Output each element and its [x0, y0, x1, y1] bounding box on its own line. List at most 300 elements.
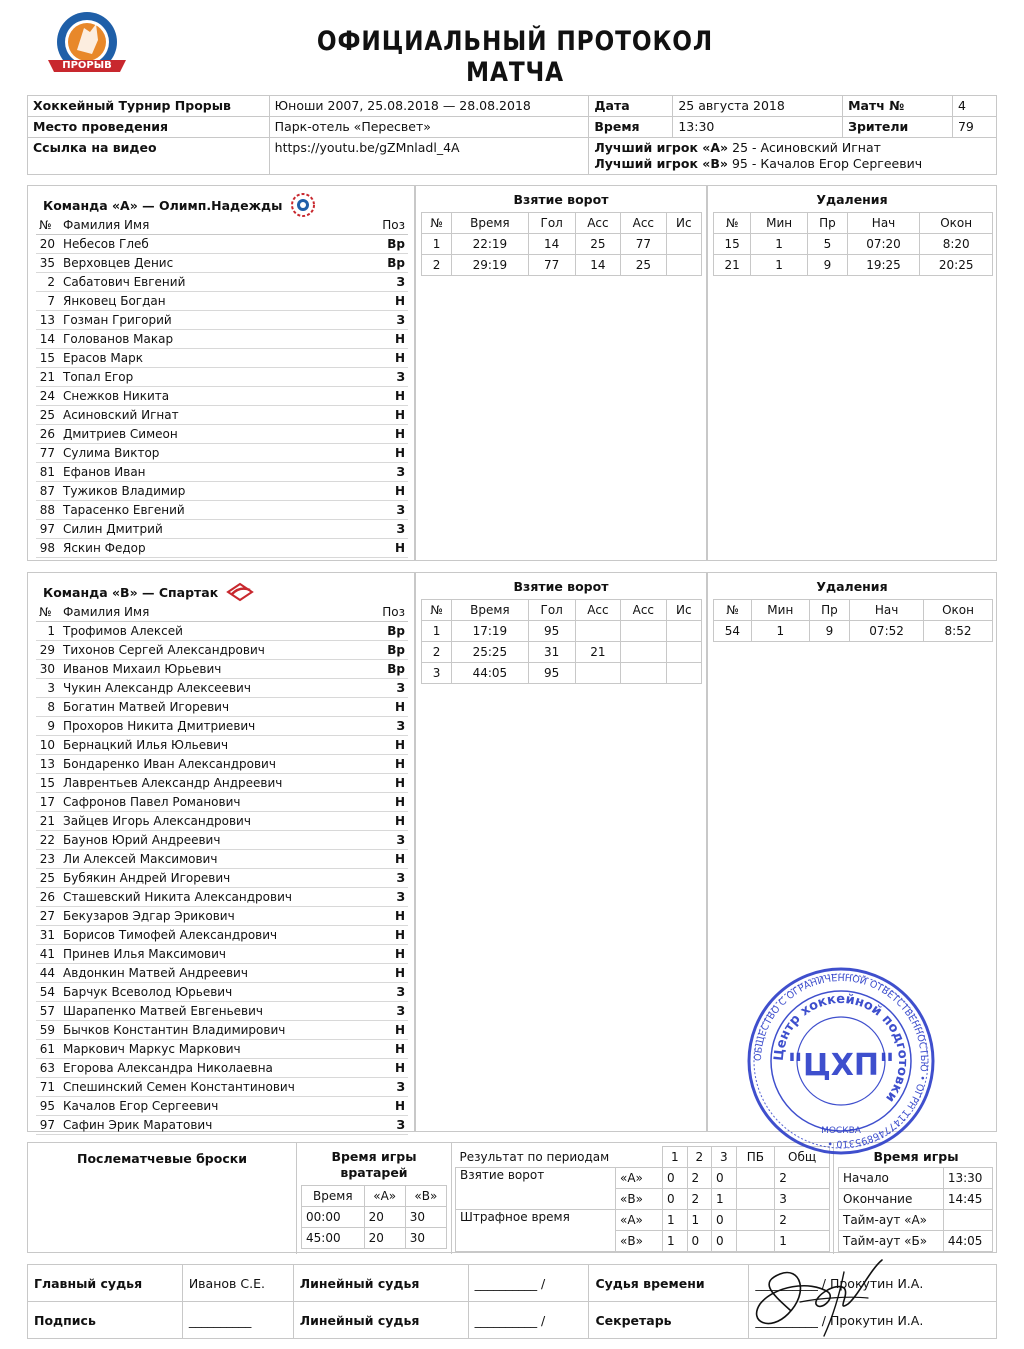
- line-ref2-label: Линейный судья: [293, 1302, 468, 1339]
- player-position: Н: [378, 792, 408, 811]
- goals-a-p2: 2: [687, 1168, 712, 1189]
- player-name: Богатин Матвей Игоревич: [60, 697, 378, 716]
- col-name: Фамилия Имя: [60, 216, 378, 234]
- team-a-name: Команда «А» — Олимп.Надежды: [43, 197, 283, 213]
- player-row: [36, 367, 408, 386]
- player-row: [36, 424, 408, 443]
- team-b-roster: [27, 572, 415, 1132]
- player-position: Н: [378, 906, 408, 925]
- player-position: Н: [378, 963, 408, 982]
- shootout-title: Послематчевые броски: [76, 1151, 247, 1166]
- player-name: Авдонкин Матвей Андреевич: [60, 963, 378, 982]
- player-number: 44: [36, 963, 60, 982]
- team-a-player-table: [36, 216, 408, 558]
- time-row: [839, 1210, 993, 1231]
- team-a-pens-title: Удаления: [816, 192, 888, 207]
- player-name: Чукин Александр Алексеевич: [60, 678, 378, 697]
- player-number: 59: [36, 1020, 60, 1039]
- player-position: Н: [378, 329, 408, 348]
- handwritten-signature: [740, 1252, 890, 1344]
- player-name: Качалов Егор Сергеевич: [60, 1096, 378, 1115]
- grid-header: Гол: [528, 600, 575, 621]
- grid-header: Нач: [847, 213, 920, 234]
- pim-a-p3: 0: [712, 1210, 737, 1231]
- grid-header: Нач: [850, 600, 924, 621]
- sign-value: __________: [182, 1302, 293, 1339]
- player-row: [36, 678, 408, 697]
- player-name: Прохоров Никита Дмитриевич: [60, 716, 378, 735]
- player-row: [36, 906, 408, 925]
- player-name: Сабатович Евгений: [60, 272, 378, 291]
- player-name: Верховцев Денис: [60, 253, 378, 272]
- player-number: 1: [36, 621, 60, 640]
- player-number: 24: [36, 386, 60, 405]
- player-position: Н: [378, 925, 408, 944]
- grid-cell: 8:52: [924, 621, 993, 642]
- pim-label: Штрафное время: [456, 1210, 616, 1252]
- time-judge-value: __________ / Прокутин И.А.: [749, 1265, 997, 1302]
- team-a-short: «А»: [616, 1210, 663, 1231]
- grid-cell: 31: [528, 642, 575, 663]
- player-name: Сафин Эрик Маратович: [60, 1115, 378, 1134]
- player-position: Н: [378, 405, 408, 424]
- player-row: [36, 849, 408, 868]
- gk-cell: 30: [405, 1207, 446, 1228]
- penalty-row: [714, 234, 993, 255]
- player-row: [36, 792, 408, 811]
- grid-header: Мин: [751, 213, 808, 234]
- player-row: [36, 982, 408, 1001]
- player-number: 54: [36, 982, 60, 1001]
- goalie-time-table: [301, 1185, 447, 1249]
- player-row: [36, 697, 408, 716]
- player-row: [36, 716, 408, 735]
- gk-cell: 30: [405, 1228, 446, 1249]
- date-value: 25 августа 2018: [673, 96, 843, 117]
- time-cell: [943, 1210, 992, 1231]
- time-cell: 14:45: [943, 1189, 992, 1210]
- grid-cell: 25: [575, 234, 620, 255]
- grid-cell: 25:25: [452, 642, 529, 663]
- player-position: З: [378, 887, 408, 906]
- grid-cell: 77: [528, 255, 575, 276]
- venue-value: Парк-отель «Пересвет»: [269, 117, 589, 138]
- grid-cell: 2: [422, 642, 452, 663]
- spectators-value: 79: [952, 117, 996, 138]
- player-name: Борисов Тимофей Александрович: [60, 925, 378, 944]
- goals-b-p3: 1: [712, 1189, 737, 1210]
- grid-header: Асс: [621, 600, 666, 621]
- official-stamp: [745, 965, 937, 1157]
- grid-cell: [621, 663, 666, 684]
- main-ref-label: Главный судья: [28, 1265, 183, 1302]
- player-row: [36, 310, 408, 329]
- tournament-label: Хоккейный Турнир Прорыв: [28, 96, 270, 117]
- player-row: [36, 868, 408, 887]
- time-value: 13:30: [673, 117, 843, 138]
- player-row: [36, 291, 408, 310]
- player-position: З: [378, 519, 408, 538]
- grid-cell: 44:05: [452, 663, 529, 684]
- player-name: Ли Алексей Максимович: [60, 849, 378, 868]
- team-b-name: Команда «В» — Спартак: [43, 584, 219, 600]
- player-row: [36, 443, 408, 462]
- time-cell: Тайм-аут «Б»: [839, 1231, 944, 1252]
- team-b-title: [28, 573, 414, 603]
- player-number: 21: [36, 811, 60, 830]
- grid-cell: 3: [422, 663, 452, 684]
- player-number: 7: [36, 291, 60, 310]
- player-number: 15: [36, 773, 60, 792]
- player-position: Вр: [378, 659, 408, 678]
- best-b-label: Лучший игрок «В»: [594, 156, 728, 171]
- player-row: [36, 1096, 408, 1115]
- goals-b-p2: 2: [687, 1189, 712, 1210]
- player-position: Н: [378, 1020, 408, 1039]
- player-number: 30: [36, 659, 60, 678]
- grid-cell: 19:25: [847, 255, 920, 276]
- player-name: Бубякин Андрей Игоревич: [60, 868, 378, 887]
- player-position: Н: [378, 348, 408, 367]
- player-row: [36, 754, 408, 773]
- goalie-time-section: [296, 1143, 451, 1254]
- main-ref-value: Иванов С.Е.: [182, 1265, 293, 1302]
- team-a-goals-table: [421, 212, 702, 276]
- logo-text: ПРОРЫВ: [62, 60, 112, 71]
- goals-b-total: 3: [775, 1189, 830, 1210]
- player-number: 81: [36, 462, 60, 481]
- player-number: 15: [36, 348, 60, 367]
- grid-cell: [666, 255, 701, 276]
- stamp-center: "ЦХП": [787, 1048, 895, 1083]
- player-name: Тихонов Сергей Александрович: [60, 640, 378, 659]
- player-number: 87: [36, 481, 60, 500]
- team-a-emblem-icon: [290, 192, 316, 218]
- gk-header: Время: [302, 1186, 365, 1207]
- player-name: Топал Егор: [60, 367, 378, 386]
- pim-b-p1: 1: [663, 1231, 688, 1252]
- player-name: Тужиков Владимир: [60, 481, 378, 500]
- team-b-emblem-icon: [226, 582, 254, 602]
- grid-cell: 20:25: [920, 255, 993, 276]
- grid-header: Пр: [809, 600, 849, 621]
- pim-b-p2: 0: [687, 1231, 712, 1252]
- player-position: З: [378, 1077, 408, 1096]
- grid-cell: 95: [528, 621, 575, 642]
- player-position: З: [378, 1001, 408, 1020]
- pim-b-so: [736, 1231, 775, 1252]
- player-position: З: [378, 500, 408, 519]
- grid-cell: 1: [422, 234, 452, 255]
- player-number: 20: [36, 234, 60, 253]
- team-a-short: «А»: [616, 1168, 663, 1189]
- stamp-ring-outer: ОБЩЕСТВО С ОГРАНИЧЕННОЙ ОТВЕТСТВЕННОСТЬЮ • ОГРН 1147746895310 •: [752, 972, 930, 1150]
- player-row: [36, 1058, 408, 1077]
- team-a-goals-title: Взятие ворот: [513, 192, 609, 207]
- pim-a-p2: 1: [687, 1210, 712, 1231]
- line-ref2-value: __________ /: [468, 1302, 589, 1339]
- player-name: Маркович Маркус Маркович: [60, 1039, 378, 1058]
- player-row: [36, 621, 408, 640]
- team-b-short: «В»: [616, 1231, 663, 1252]
- player-name: Снежков Никита: [60, 386, 378, 405]
- time-row: [839, 1231, 993, 1252]
- game-time-section: [833, 1143, 998, 1254]
- player-position: З: [378, 982, 408, 1001]
- player-name: Бычков Константин Владимирович: [60, 1020, 378, 1039]
- player-position: Н: [378, 1096, 408, 1115]
- best-a-value: 25 - Асиновский Игнат: [732, 140, 881, 155]
- goals-a-total: 2: [775, 1168, 830, 1189]
- pim-a-p1: 1: [663, 1210, 688, 1231]
- player-row: [36, 405, 408, 424]
- col-name: Фамилия Имя: [60, 603, 378, 621]
- player-number: 13: [36, 310, 60, 329]
- player-row: [36, 659, 408, 678]
- player-number: 17: [36, 792, 60, 811]
- grid-header: Окон: [924, 600, 993, 621]
- player-row: [36, 386, 408, 405]
- period-col-3: 3: [712, 1147, 737, 1168]
- player-row: [36, 1077, 408, 1096]
- grid-cell: 2: [422, 255, 452, 276]
- player-number: 63: [36, 1058, 60, 1077]
- period-col-1: 1: [663, 1147, 688, 1168]
- goals-a-p1: 0: [663, 1168, 688, 1189]
- player-number: 8: [36, 697, 60, 716]
- player-number: 41: [36, 944, 60, 963]
- player-name: Дмитриев Симеон: [60, 424, 378, 443]
- goal-row: [422, 234, 702, 255]
- grid-cell: 54: [714, 621, 752, 642]
- player-row: [36, 348, 408, 367]
- player-number: 31: [36, 925, 60, 944]
- stamp-city: МОСКВА: [821, 1126, 861, 1136]
- grid-cell: 21: [714, 255, 751, 276]
- time-cell: Начало: [839, 1168, 944, 1189]
- goals-a-p3: 0: [712, 1168, 737, 1189]
- team-b-goals: [415, 572, 707, 1132]
- line-ref-value: __________ /: [468, 1265, 589, 1302]
- goal-row: [422, 621, 702, 642]
- grid-cell: 1: [422, 621, 452, 642]
- grid-cell: 07:20: [847, 234, 920, 255]
- player-position: Вр: [378, 253, 408, 272]
- spectators-label: Зрители: [843, 117, 953, 138]
- player-number: 26: [36, 424, 60, 443]
- player-number: 27: [36, 906, 60, 925]
- player-name: Тарасенко Евгений: [60, 500, 378, 519]
- time-cell: Тайм-аут «А»: [839, 1210, 944, 1231]
- time-judge-label: Судья времени: [589, 1265, 749, 1302]
- team-a-pens-table: [713, 212, 993, 276]
- sign-label: Подпись: [28, 1302, 183, 1339]
- venue-label: Место проведения: [28, 117, 270, 138]
- player-position: Вр: [378, 234, 408, 253]
- time-cell: 44:05: [943, 1231, 992, 1252]
- player-name: Ерасов Марк: [60, 348, 378, 367]
- player-row: [36, 1020, 408, 1039]
- player-row: [36, 329, 408, 348]
- player-number: 97: [36, 519, 60, 538]
- player-name: Сафронов Павел Романович: [60, 792, 378, 811]
- video-link[interactable]: https://youtu.be/gZMnladl_4A: [269, 138, 589, 175]
- col-pos: Поз: [378, 216, 408, 234]
- player-row: [36, 830, 408, 849]
- gk-cell: 45:00: [302, 1228, 365, 1249]
- grid-cell: 15: [714, 234, 751, 255]
- player-number: 29: [36, 640, 60, 659]
- team-b-pens-table: [713, 599, 993, 642]
- grid-header: Мин: [751, 600, 809, 621]
- player-name: Асиновский Игнат: [60, 405, 378, 424]
- goals-label: Взятие ворот: [456, 1168, 616, 1210]
- grid-cell: 29:19: [452, 255, 529, 276]
- stamp-ring-top: Центр хоккейной подготовки: [771, 991, 911, 1105]
- game-time-table: [838, 1167, 993, 1252]
- player-number: 22: [36, 830, 60, 849]
- grid-cell: 9: [809, 621, 849, 642]
- grid-cell: 25: [621, 255, 666, 276]
- player-position: Н: [378, 849, 408, 868]
- grid-header: Асс: [621, 213, 666, 234]
- grid-header: №: [714, 600, 752, 621]
- line-ref-label: Линейный судья: [293, 1265, 468, 1302]
- player-name: Сулима Виктор: [60, 443, 378, 462]
- pim-b-p3: 0: [712, 1231, 737, 1252]
- player-position: З: [378, 367, 408, 386]
- player-name: Баунов Юрий Андреевич: [60, 830, 378, 849]
- team-b-pens-title: Удаления: [816, 579, 888, 594]
- grid-header: №: [714, 213, 751, 234]
- player-number: 25: [36, 868, 60, 887]
- pim-a-total: 2: [775, 1210, 830, 1231]
- gk-row: [302, 1207, 447, 1228]
- pim-a-so: [736, 1210, 775, 1231]
- time-label: Время: [589, 117, 673, 138]
- player-name: Принев Илья Максимович: [60, 944, 378, 963]
- player-position: З: [378, 462, 408, 481]
- goals-b-p1: 0: [663, 1189, 688, 1210]
- grid-header: Гол: [528, 213, 575, 234]
- player-number: 71: [36, 1077, 60, 1096]
- grid-cell: 14: [575, 255, 620, 276]
- grid-cell: 5: [808, 234, 848, 255]
- player-row: [36, 253, 408, 272]
- player-number: 3: [36, 678, 60, 697]
- secretary-label: Секретарь: [589, 1302, 749, 1339]
- grid-header: Асс: [575, 600, 620, 621]
- player-position: Н: [378, 1039, 408, 1058]
- player-name: Небесов Глеб: [60, 234, 378, 253]
- gk-cell: 20: [364, 1207, 405, 1228]
- periods-table: [455, 1146, 830, 1252]
- player-row: [36, 234, 408, 253]
- game-time-title: Время игры: [873, 1149, 959, 1164]
- player-number: 13: [36, 754, 60, 773]
- pim-b-total: 1: [775, 1231, 830, 1252]
- player-position: Н: [378, 291, 408, 310]
- player-number: 21: [36, 367, 60, 386]
- grid-header: Ис: [666, 600, 701, 621]
- player-number: 57: [36, 1001, 60, 1020]
- team-a-goals: [415, 185, 707, 561]
- player-name: Шарапенко Матвей Евгеньевич: [60, 1001, 378, 1020]
- player-row: [36, 272, 408, 291]
- player-position: Н: [378, 386, 408, 405]
- player-row: [36, 481, 408, 500]
- tournament-logo: [44, 10, 130, 78]
- player-row: [36, 500, 408, 519]
- player-number: 77: [36, 443, 60, 462]
- player-row: [36, 811, 408, 830]
- player-number: 25: [36, 405, 60, 424]
- grid-cell: [666, 621, 701, 642]
- tournament-value: Юноши 2007, 25.08.2018 — 28.08.2018: [269, 96, 589, 117]
- page-title: ОФИЦИАЛЬНЫЙ ПРОТОКОЛ МАТЧА: [316, 26, 714, 88]
- player-row: [36, 944, 408, 963]
- player-name: Бондаренко Иван Александрович: [60, 754, 378, 773]
- grid-header: Ис: [666, 213, 701, 234]
- goal-row: [422, 255, 702, 276]
- player-number: 95: [36, 1096, 60, 1115]
- player-position: З: [378, 868, 408, 887]
- grid-header: Время: [452, 213, 529, 234]
- col-num: №: [36, 216, 60, 234]
- player-number: 10: [36, 735, 60, 754]
- grid-cell: [621, 642, 666, 663]
- player-name: Гозман Григорий: [60, 310, 378, 329]
- grid-cell: [575, 663, 620, 684]
- player-position: З: [378, 272, 408, 291]
- player-position: Н: [378, 697, 408, 716]
- grid-cell: 17:19: [452, 621, 529, 642]
- grid-cell: [666, 642, 701, 663]
- grid-header: Время: [452, 600, 529, 621]
- player-position: Н: [378, 538, 408, 557]
- team-b-goals-table: [421, 599, 702, 684]
- shootout-section: [28, 1143, 296, 1254]
- player-position: Н: [378, 443, 408, 462]
- player-row: [36, 887, 408, 906]
- player-row: [36, 1001, 408, 1020]
- goals-b-so: [736, 1189, 775, 1210]
- match-value: 4: [952, 96, 996, 117]
- player-row: [36, 735, 408, 754]
- grid-cell: 14: [528, 234, 575, 255]
- time-row: [839, 1168, 993, 1189]
- goals-a-so: [736, 1168, 775, 1189]
- time-cell: 13:30: [943, 1168, 992, 1189]
- grid-cell: [621, 621, 666, 642]
- player-row: [36, 773, 408, 792]
- goalie-time-title: Время игры вратарей: [331, 1149, 417, 1180]
- grid-cell: [666, 234, 701, 255]
- player-number: 97: [36, 1115, 60, 1134]
- player-row: [36, 538, 408, 557]
- grid-cell: 9: [808, 255, 848, 276]
- player-row: [36, 462, 408, 481]
- player-name: Иванов Михаил Юрьевич: [60, 659, 378, 678]
- grid-cell: 21: [575, 642, 620, 663]
- grid-header: №: [422, 213, 452, 234]
- periods-section: [451, 1143, 833, 1254]
- player-name: Егорова Александра Николаевна: [60, 1058, 378, 1077]
- grid-header: №: [422, 600, 452, 621]
- player-name: Спешинский Семен Константинович: [60, 1077, 378, 1096]
- period-col-2: 2: [687, 1147, 712, 1168]
- team-b-short: «В»: [616, 1189, 663, 1210]
